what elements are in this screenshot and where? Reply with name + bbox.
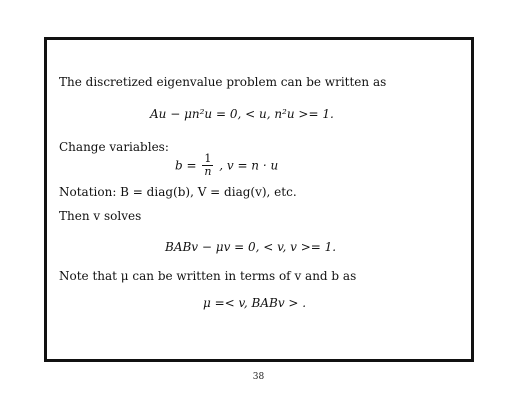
equation-change-variables: [175, 153, 278, 178]
fraction-one-over-n: [202, 153, 213, 178]
equation-eigenvalue: Au − μn²u = 0, < u, n²u >= 1.: [150, 107, 334, 121]
then-text: Then v solves: [59, 209, 142, 223]
eq2-rhs: , v = n · u: [219, 158, 279, 173]
note-text: Note that μ can be written in terms of v and b as: [59, 269, 357, 283]
change-variables-label: Change variables:: [59, 140, 169, 154]
eq2-lhs: b =: [175, 158, 197, 173]
fraction-numerator: 1: [204, 152, 212, 165]
equation-mu: μ =< v, BABv > .: [203, 296, 307, 310]
notation-text: Notation: B = diag(b), V = diag(v), etc.: [59, 185, 297, 199]
page-number: 38: [252, 372, 265, 382]
fraction-denominator: n: [204, 165, 212, 178]
equation-v-solves: BABv − μv = 0, < v, v >= 1.: [165, 240, 337, 254]
intro-text: The discretized eigenvalue problem can be written as: [59, 75, 387, 89]
